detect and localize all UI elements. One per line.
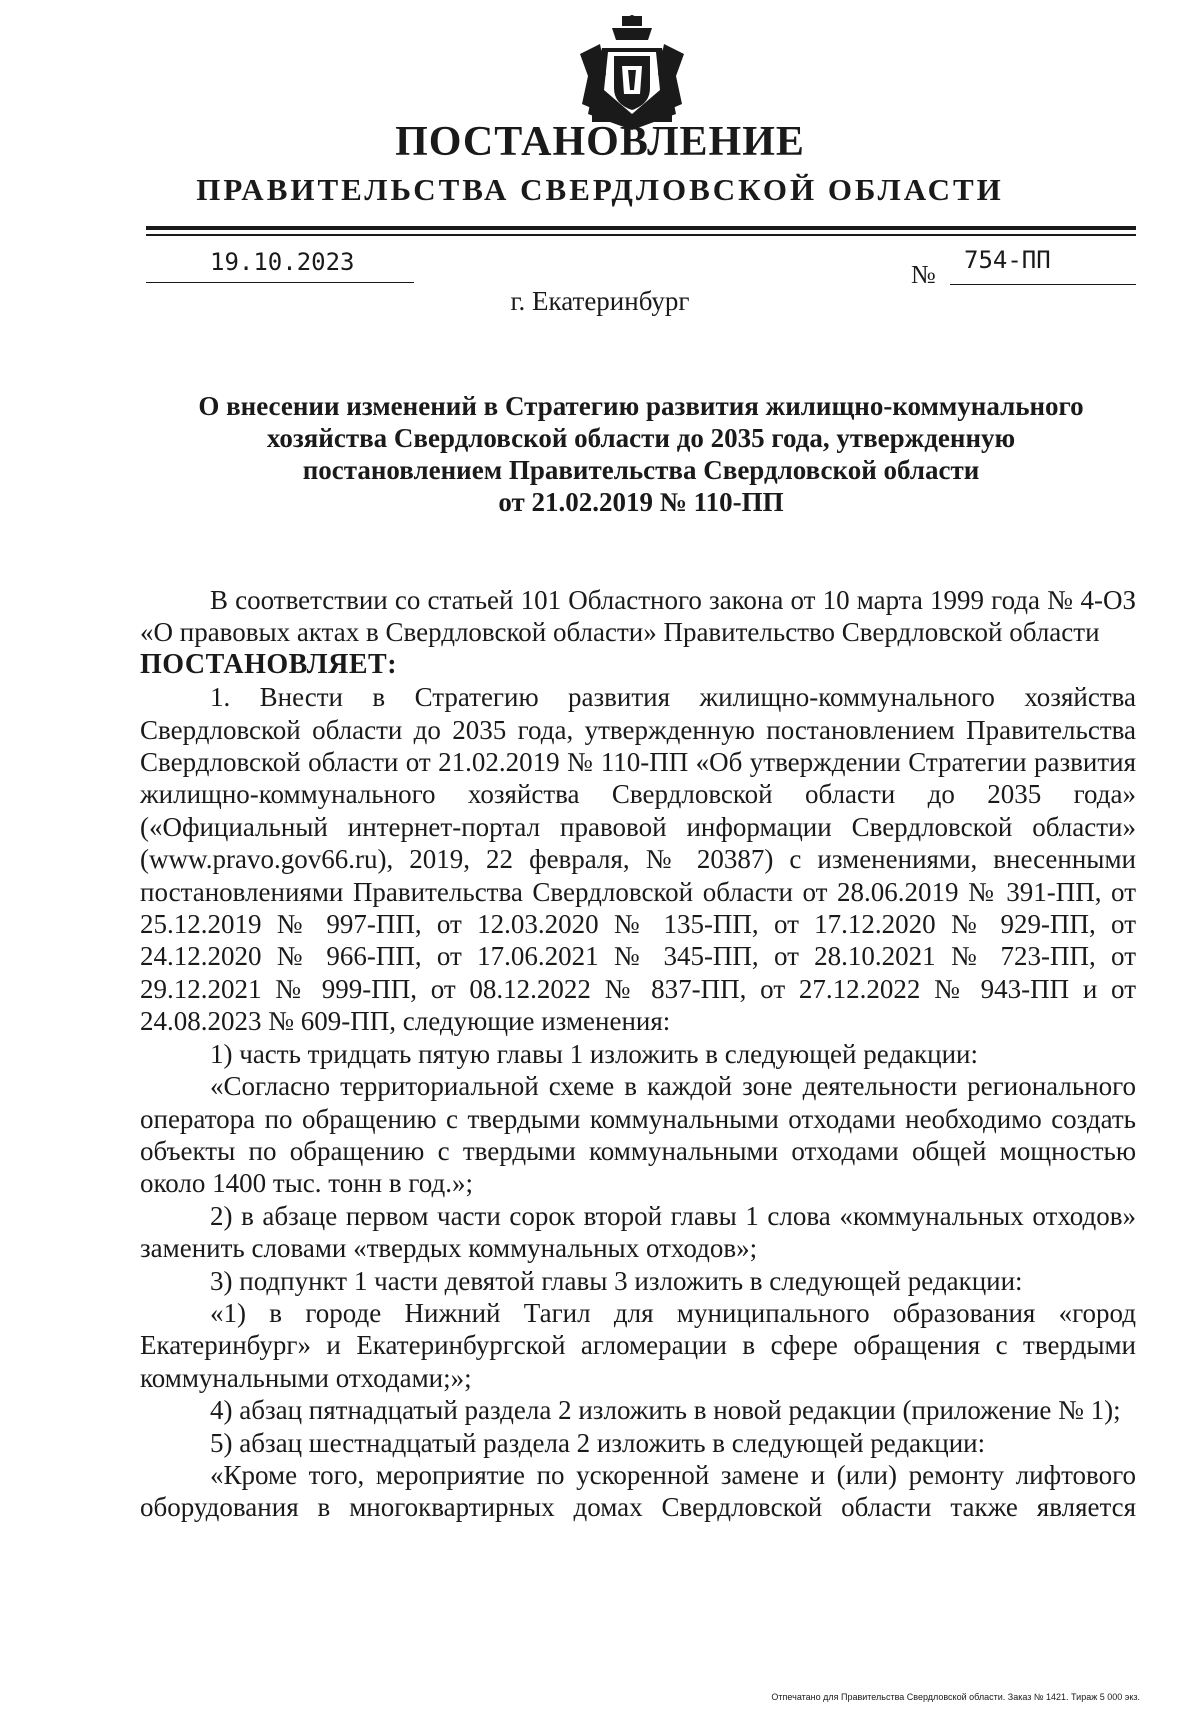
subject-line: от 21.02.2019 № 110-ПП — [498, 487, 784, 517]
subitem-1: 1) часть тридцать пятую главы 1 изложить в следующей редакции: — [210, 1038, 979, 1069]
paragraph-item-1: 1. Внести в Стратегию развития жилищно-коммунального хозяйства Свердловской области до 2035 года, утвержденную постановлением Правительства Свердловской области от 21.02.2019 № 110-ПП «Об утверждении Стратегии развития жилищно-коммунального хозяйства Свердловской области до 2035 года» («Официальный интернет-портал правовой информации Свердловской области» (www.pravo.gov66.ru), 2019, 22 февраля, № 20387) с изменениями, внесенными постановлениями Правительства Свердловской области от 28.06.2019 № 391-ПП, от 25.12.2019 № 997-ПП, от 12.03.2020 № 135-ПП, от 17.12.2020 № 929-ПП, от 24.12.2020 № 966-ПП, от 17.06.2021 № 345-ПП, от 28.10.2021 № 723-ПП, от 29.12.2021 № 999-ПП, от 08.12.2022 № 837-ПП, от 27.12.2022 № 943-ПП и от 24.08.2023 № 609-ПП, следующие изменения: — [140, 682, 1136, 1037]
quote-subitem-1: «Согласно территориальной схеме в каждой зоне деятельности регионального оператора по обращению с твердыми коммунальными отходами необходимо создать объекты по обращению с твердыми коммунальными отходами общей мощностью около 1400 тыс. тонн в год.»; — [140, 1071, 1136, 1199]
number-underline — [950, 284, 1136, 285]
subitem-5: 5) абзац шестнадцатый раздела 2 изложить в следующей редакции: — [210, 1427, 986, 1458]
date-underline — [146, 282, 414, 283]
document-type-title: ПОСТАНОВЛЕНИЕ — [395, 119, 805, 165]
decree-heading: ПОСТАНОВЛЯЕТ: — [140, 648, 398, 680]
document-city: г. Екатеринбург — [510, 286, 690, 316]
issuer-title: ПРАВИТЕЛЬСТВА СВЕРДЛОВСКОЙ ОБЛАСТИ — [196, 172, 1004, 207]
document-number: 754-ПП — [964, 246, 1051, 274]
document-subject — [146, 390, 1136, 518]
subitem-4: 4) абзац пятнадцатый раздела 2 изложить в новой редакции (приложение № 1); — [210, 1395, 1121, 1426]
header-divider — [146, 226, 1136, 230]
quote-subitem-3: «1) в городе Нижний Тагил для муниципального образования «город Екатеринбург» и Екатеринбургской агломерации в сфере обращения с твердыми коммунальными отходами;»; — [140, 1297, 1136, 1393]
print-footnote: Отпечатано для Правительства Свердловской области. Заказ № 1421. Тираж 5 000 экз. — [771, 1692, 1140, 1702]
subject-line: хозяйства Свердловской области до 2035 года, утвержденную — [266, 423, 1016, 453]
header-divider-thin — [146, 234, 1136, 236]
subject-line: постановлением Правительства Свердловской области — [302, 455, 980, 485]
number-sign: № — [911, 260, 936, 289]
document-body — [140, 584, 1136, 1524]
preamble-paragraph: В соответствии со статьей 101 Областного закона от 10 марта 1999 года № 4-ОЗ «О правовых актах в Свердловской области» Правительство Свердловской области — [140, 585, 1136, 648]
subject-line: О внесении изменений в Стратегию развития жилищно-коммунального — [198, 391, 1084, 421]
subitem-3: 3) подпункт 1 части девятой главы 3 изложить в следующей редакции: — [210, 1265, 1023, 1296]
coat-of-arms-icon — [572, 14, 692, 134]
subitem-2: 2) в абзаце первом части сорок второй главы 1 слова «коммунальных отходов» заменить словами «твердых коммунальных отходов»; — [140, 1200, 1136, 1264]
quote-subitem-5: «Кроме того, мероприятие по ускоренной замене и (или) ремонту лифтового оборудования в многоквартирных домах Свердловской области также является — [140, 1459, 1136, 1523]
document-date: 19.10.2023 — [210, 248, 355, 276]
